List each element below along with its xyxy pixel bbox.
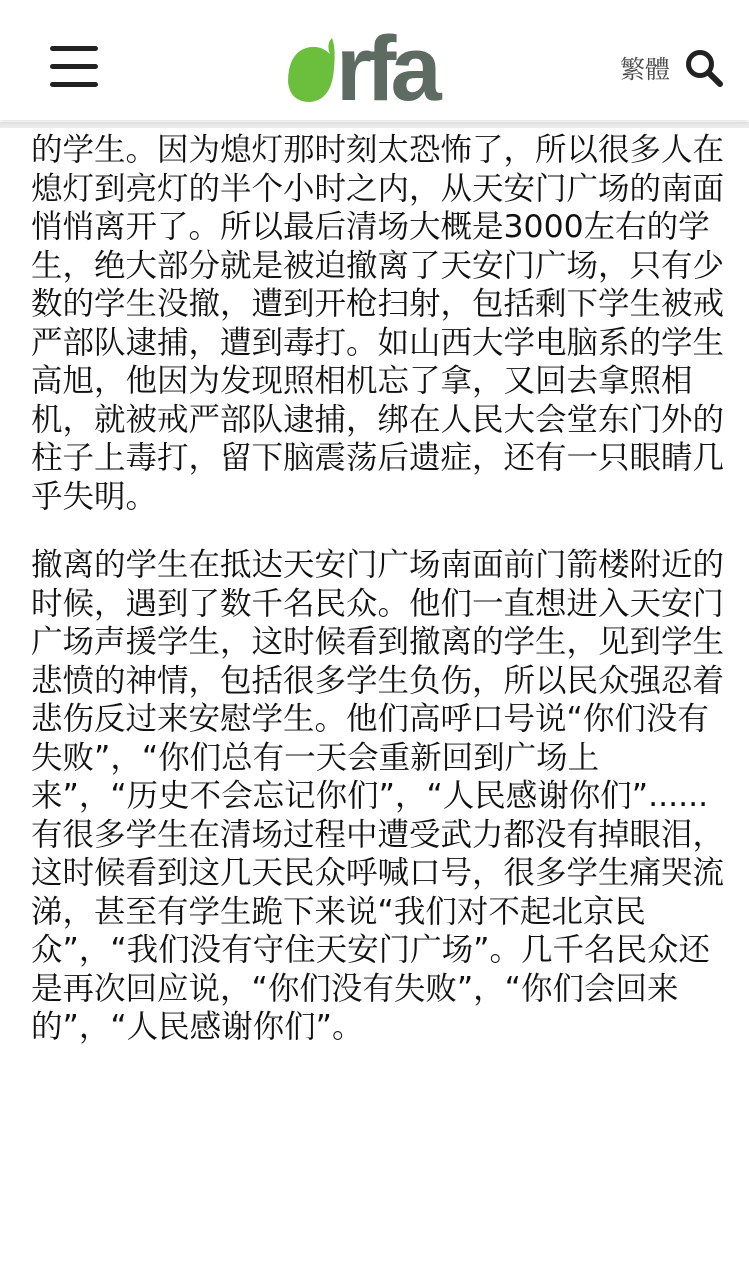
header-divider [0, 122, 749, 128]
logo-leaf-icon [288, 38, 335, 102]
logo-text: rfa [336, 18, 436, 106]
rfa-logo[interactable] [280, 14, 480, 106]
top-header [0, 0, 749, 120]
hamburger-menu-icon[interactable] [50, 46, 98, 88]
traditional-chinese-toggle[interactable]: 繁體 [620, 55, 671, 84]
article-body [31, 131, 725, 1077]
search-icon[interactable] [684, 48, 724, 88]
article-paragraph: 撤离的学生在抵达天安门广场南面前门箭楼附近的时候，遇到了数千名民众。他们一直想进入天安门广场声援学生，这时候看到撤离的学生，见到学生悲愤的神情，包括很多学生负伤，所以民众强忍着悲伤反过来安慰学生。他们高呼口号说“你们没有失败”，“你们总有一天会重新回到广场上来”，“历史不会忘记你们”，“人民感谢你们”......有很多学生在清场过程中遭受武力都没有掉眼泪，这时候看到这几天民众呼喊口号，很多学生痛哭流涕，甚至有学生跪下来说“我们对不起北京民众”，“我们没有守住天安门广场”。几千名民众还是再次回应说，“你们没有失败”，“你们会回来的”，“人民感谢你们”。 [31, 547, 725, 1045]
article-paragraph: 的学生。因为熄灯那时刻太恐怖了，所以很多人在熄灯到亮灯的半个小时之内，从天安门广场的南面悄悄离开了。所以最后清场大概是3000左右的学生，绝大部分就是被迫撤离了天安门广场，只有少数的学生没撤，遭到开枪扫射，包括剩下学生被戒严部队逮捕，遭到毒打。如山西大学电脑系的学生高旭，他因为发现照相机忘了拿，又回去拿照相机，就被戒严部队逮捕，绑在人民大会堂东门外的柱子上毒打，留下脑震荡后遗症，还有一只眼睛几乎失明。 [31, 132, 725, 515]
